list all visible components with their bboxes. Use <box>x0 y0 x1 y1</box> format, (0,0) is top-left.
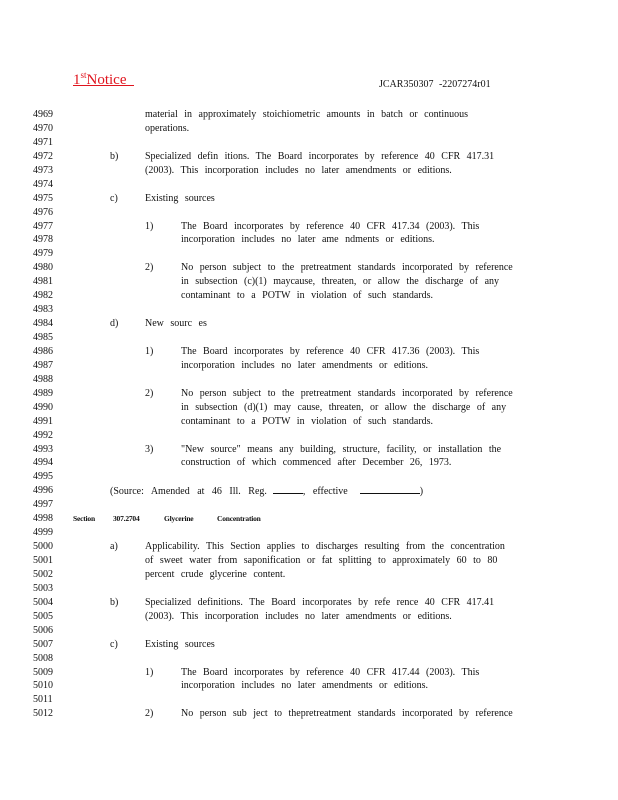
line-number: 4999 <box>33 527 53 539</box>
document-id: JCAR350307 -2207274r01 <box>379 79 491 90</box>
line-text: contaminant to a POTW in violation of such standards. <box>181 290 434 302</box>
line-number: 4989 <box>33 387 53 399</box>
line-number: 4973 <box>33 164 53 176</box>
line-text: The Board incorporates by reference 40 CFR 417.36 (2003). This <box>181 345 480 357</box>
line-number: 4995 <box>33 471 53 483</box>
document-line <box>0 512 618 526</box>
line-number: 4974 <box>33 178 53 190</box>
document-line <box>0 526 618 540</box>
document-line <box>0 345 618 359</box>
section-title: Glycerine <box>164 514 194 524</box>
document-line <box>0 443 618 457</box>
line-text: No person subject to the pretreatment standards incorporated by reference <box>181 387 513 399</box>
line-number: 5010 <box>33 680 53 692</box>
line-number: 4990 <box>33 401 53 413</box>
document-line <box>0 261 618 275</box>
line-number: 5002 <box>33 568 53 580</box>
line-number: 4988 <box>33 373 53 385</box>
line-text: (2003). This incorporation includes no later amendments or editions. <box>145 610 452 622</box>
line-text: No person subject to the pretreatment standards incorporated by reference <box>181 262 513 274</box>
line-text: No person sub ject to thepretreatment standards incorporated by reference <box>181 708 513 720</box>
document-line <box>0 331 618 345</box>
line-text: incorporation includes no later amendments or editions. <box>181 680 428 692</box>
line-number: 5011 <box>33 694 53 706</box>
document-line <box>0 401 618 415</box>
document-body <box>0 108 618 721</box>
document-line <box>0 624 618 638</box>
document-line <box>0 596 618 610</box>
source-effective: , effective <box>302 486 348 498</box>
document-line <box>0 568 618 582</box>
line-number: 5009 <box>33 666 53 678</box>
line-number: 4979 <box>33 248 53 260</box>
document-line <box>0 652 618 666</box>
document-line <box>0 554 618 568</box>
subsection-label: 1) <box>145 666 154 678</box>
document-line <box>0 484 618 498</box>
line-text: Existing sources <box>145 192 215 204</box>
document-line <box>0 150 618 164</box>
document-line <box>0 192 618 206</box>
line-number: 4987 <box>33 359 53 371</box>
section-word: Section <box>73 514 95 524</box>
document-line <box>0 108 618 122</box>
line-number: 4982 <box>33 290 53 302</box>
document-line <box>0 429 618 443</box>
document-line <box>0 693 618 707</box>
line-number: 4980 <box>33 262 53 274</box>
document-line <box>0 164 618 178</box>
notice-word: Notice <box>86 72 127 88</box>
document-line <box>0 498 618 512</box>
document-line <box>0 317 618 331</box>
notice-heading <box>73 72 134 89</box>
line-number: 4992 <box>33 429 53 441</box>
line-number: 5008 <box>33 652 53 664</box>
subsection-label: 1) <box>145 345 154 357</box>
line-number: 4983 <box>33 304 53 316</box>
line-number: 4978 <box>33 234 53 246</box>
line-number: 4977 <box>33 220 53 232</box>
subsection-label: b) <box>110 150 119 162</box>
line-number: 4994 <box>33 457 53 469</box>
notice-number: 1 <box>73 72 81 88</box>
section-title: Concentration <box>217 514 261 524</box>
line-number: 4969 <box>33 109 53 120</box>
source-close: ) <box>419 486 424 498</box>
document-line <box>0 178 618 192</box>
line-text: Existing sources <box>145 638 215 650</box>
line-text: Specialized defin itions. The Board incorporates by reference 40 CFR 417.31 <box>145 150 495 162</box>
subsection-label: c) <box>110 192 118 204</box>
line-number: 4993 <box>33 443 53 455</box>
document-line <box>0 387 618 401</box>
document-line <box>0 373 618 387</box>
document-line <box>0 206 618 220</box>
document-line <box>0 610 618 624</box>
line-number: 4998 <box>33 513 53 525</box>
line-number: 4976 <box>33 206 53 218</box>
subsection-label: c) <box>110 638 118 650</box>
subsection-label: a) <box>110 541 118 553</box>
line-text: operations. <box>145 122 190 134</box>
effective-date-blank <box>360 484 420 494</box>
line-text: Specialized definitions. The Board incorporates by refe rence 40 CFR 417.41 <box>145 596 495 608</box>
document-line <box>0 638 618 652</box>
line-number: 4985 <box>33 332 53 343</box>
document-line <box>0 540 618 554</box>
line-text: "New source" means any building, structure, facility, or installation the <box>181 443 502 455</box>
line-text: percent crude glycerine content. <box>145 568 286 580</box>
line-number: 4975 <box>33 192 53 204</box>
line-text: in subsection (c)(1) maycause, threaten, or allow the discharge of any <box>181 276 500 288</box>
subsection-label: d) <box>110 318 119 330</box>
line-number: 4991 <box>33 415 53 427</box>
line-text: incorporation includes no later ame ndments or editions. <box>181 234 435 246</box>
line-text: Applicability. This Section applies to discharges resulting from the concentration <box>145 541 505 553</box>
line-number: 5003 <box>33 582 53 594</box>
document-line <box>0 707 618 721</box>
subsection-label: 3) <box>145 443 154 455</box>
line-text: material in approximately stoichiometric amounts in batch or continuous <box>145 109 469 120</box>
document-line <box>0 666 618 680</box>
line-text: in subsection (d)(1) may cause, threaten, or allow the discharge of any <box>181 401 507 413</box>
line-number: 4997 <box>33 499 53 511</box>
document-line <box>0 289 618 303</box>
document-line <box>0 470 618 484</box>
line-number: 5004 <box>33 596 53 608</box>
document-line <box>0 359 618 373</box>
source-prefix: (Source: Amended at 46 Ill. Reg. <box>110 486 267 498</box>
line-number: 5007 <box>33 638 53 650</box>
line-number: 4984 <box>33 318 53 330</box>
line-number: 5006 <box>33 624 53 636</box>
line-number: 4981 <box>33 276 53 288</box>
notice-superscript: st <box>80 70 87 80</box>
line-number: 5001 <box>33 555 53 566</box>
subsection-label: 2) <box>145 387 154 399</box>
line-number: 5005 <box>33 610 53 622</box>
document-line <box>0 136 618 150</box>
line-number: 5012 <box>33 708 53 720</box>
document-line <box>0 122 618 136</box>
line-text: construction of which commenced after December 26, 1973. <box>181 457 452 469</box>
line-number: 4972 <box>33 150 53 162</box>
subsection-label: 2) <box>145 708 154 720</box>
line-text: New sourc es <box>145 318 207 330</box>
subsection-label: 1) <box>145 220 154 232</box>
document-line <box>0 233 618 247</box>
line-text: (2003). This incorporation includes no later amendments or editions. <box>145 164 452 176</box>
line-text: The Board incorporates by reference 40 CFR 417.44 (2003). This <box>181 666 480 678</box>
line-text: contaminant to a POTW in violation of such standards. <box>181 415 434 427</box>
line-text: The Board incorporates by reference 40 CFR 417.34 (2003). This <box>181 220 480 232</box>
document-line <box>0 303 618 317</box>
document-line <box>0 247 618 261</box>
document-line <box>0 582 618 596</box>
document-line <box>0 220 618 234</box>
document-line <box>0 415 618 429</box>
section-number: 307.2704 <box>113 514 140 524</box>
subsection-label: 2) <box>145 262 154 274</box>
line-number: 4996 <box>33 485 53 497</box>
reg-page-blank <box>273 484 303 494</box>
document-line <box>0 275 618 289</box>
line-number: 5000 <box>33 541 53 553</box>
line-text: of sweet water from saponification or fat splitting to approximately 60 to 80 <box>145 555 498 566</box>
line-number: 4986 <box>33 345 53 357</box>
subsection-label: b) <box>110 596 119 608</box>
document-line <box>0 456 618 470</box>
line-number: 4970 <box>33 122 53 134</box>
source-note <box>110 484 423 499</box>
line-number: 4971 <box>33 136 53 148</box>
document-line <box>0 679 618 693</box>
line-text: incorporation includes no later amendments or editions. <box>181 359 428 371</box>
